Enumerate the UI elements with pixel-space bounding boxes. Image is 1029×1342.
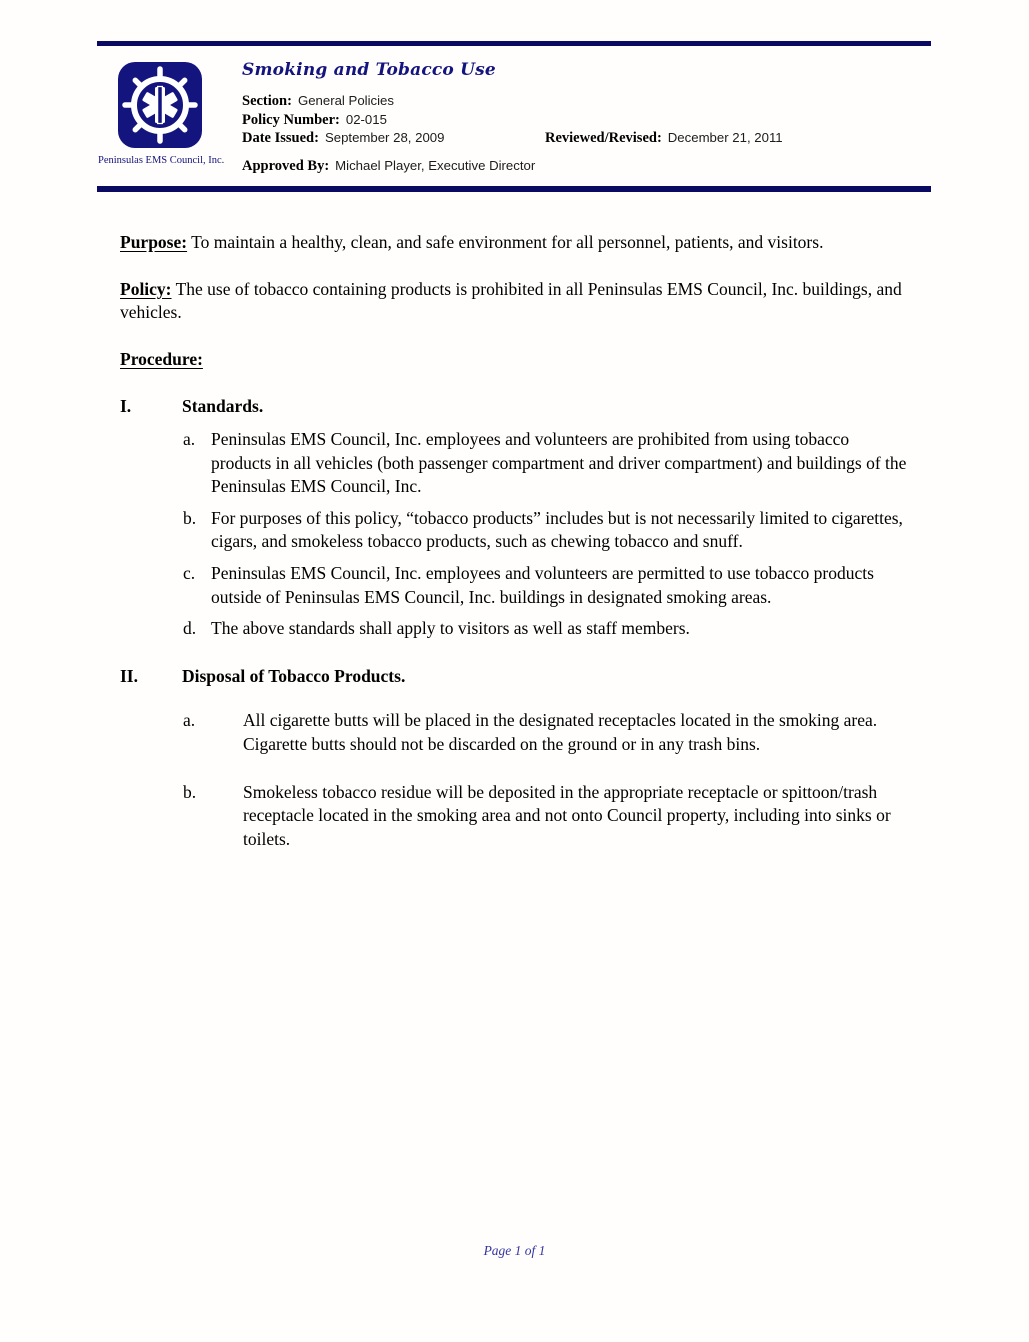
ems-logo bbox=[118, 62, 202, 148]
header-field-policy-number bbox=[242, 111, 932, 130]
approved-by-label: Approved By: bbox=[242, 157, 330, 174]
reviewed-revised-label: Reviewed/Revised: bbox=[545, 130, 662, 146]
list-item-text: Peninsulas EMS Council, Inc. employees and volunteers are permitted to use tobacco products outside of Peninsulas EMS Council, Inc. buildings in designated smoking areas. bbox=[211, 562, 874, 607]
policy-body bbox=[120, 231, 910, 875]
policy-text: The use of tobacco containing products is prohibited in all Peninsulas EMS Council, Inc. buildings, and vehicles. bbox=[120, 278, 902, 323]
section-label: Section: bbox=[242, 93, 292, 109]
list-item-marker: c. bbox=[183, 562, 196, 583]
list-item bbox=[183, 617, 910, 641]
purpose-text: To maintain a healthy, clean, and safe environment for all personnel, patients, and visitors. bbox=[191, 232, 824, 252]
list-item-text: For purposes of this policy, “tobacco products” includes but is not necessarily limited to cigarettes, cigars, and smokeless tobacco products, such as chewing tobacco and snuff. bbox=[211, 507, 903, 552]
header-field-approved-by bbox=[242, 157, 932, 176]
list-item-marker: a. bbox=[183, 428, 196, 449]
policy-number-value: 02-015 bbox=[345, 111, 387, 127]
reviewed-revised-group bbox=[545, 129, 783, 148]
list-item bbox=[183, 562, 910, 609]
document-title: Smoking and Tobacco Use bbox=[242, 60, 496, 80]
section-standards bbox=[120, 395, 910, 640]
policy-paragraph bbox=[120, 278, 910, 325]
list-item-marker: a. bbox=[183, 710, 196, 731]
section-value: General Policies bbox=[297, 93, 394, 108]
list-item bbox=[183, 507, 910, 554]
section-standards-heading bbox=[120, 395, 910, 419]
reviewed-revised-value: December 21, 2011 bbox=[667, 130, 783, 145]
list-item-text: Smokeless tobacco residue will be deposited in the appropriate receptacle or spittoon/trash receptacle located in the smoking area and not onto Council property, including into sinks or toilets. bbox=[243, 781, 891, 849]
purpose-label: Purpose: bbox=[120, 232, 188, 252]
list-item-marker: b. bbox=[183, 781, 197, 802]
policy-label: Policy: bbox=[120, 278, 172, 299]
purpose-paragraph bbox=[120, 231, 910, 255]
header-top-rule bbox=[97, 41, 931, 46]
list-item-text: All cigarette butts will be placed in the designated receptacles located in the smoking area. Cigarette butts should not be discarded on the ground or in any trash bins. bbox=[243, 710, 878, 754]
header-field-dates bbox=[242, 129, 932, 148]
approved-by-value: Michael Player, Executive Director bbox=[335, 157, 536, 173]
list-item-text: Peninsulas EMS Council, Inc. employees and volunteers are prohibited from using tobacco products in all vehicles (both passenger compartment and driver compartment) and buildings of the Peninsulas EMS Council, Inc. bbox=[211, 428, 907, 497]
list-item bbox=[183, 781, 910, 852]
section-numeral: I. bbox=[120, 396, 132, 417]
date-issued-value: September 28, 2009 bbox=[324, 130, 445, 145]
ship-wheel-star-of-life-icon bbox=[118, 62, 202, 148]
page-number-footer bbox=[0, 1243, 1029, 1259]
policy-number-label: Policy Number: bbox=[242, 111, 340, 128]
list-item bbox=[183, 709, 910, 756]
section-disposal-heading bbox=[120, 665, 910, 689]
list-item-text: The above standards shall apply to visitors as well as staff members. bbox=[211, 618, 690, 639]
list-item-marker: d. bbox=[183, 618, 197, 639]
section-numeral: II. bbox=[120, 665, 138, 686]
page-number-text: Page 1 of 1 bbox=[483, 1243, 546, 1258]
date-issued-label: Date Issued: bbox=[242, 130, 319, 146]
header-bottom-rule bbox=[97, 186, 931, 192]
procedure-heading bbox=[120, 348, 910, 372]
list-item-marker: b. bbox=[183, 507, 197, 528]
header-field-section bbox=[242, 92, 932, 111]
section-title: Standards. bbox=[182, 396, 264, 417]
logo-caption: Peninsulas EMS Council, Inc. bbox=[98, 155, 225, 166]
section-disposal bbox=[120, 665, 910, 852]
header-block bbox=[242, 60, 932, 175]
procedure-label: Procedure: bbox=[120, 348, 203, 369]
list-item bbox=[183, 428, 910, 499]
section-title: Disposal of Tobacco Products. bbox=[182, 665, 406, 686]
